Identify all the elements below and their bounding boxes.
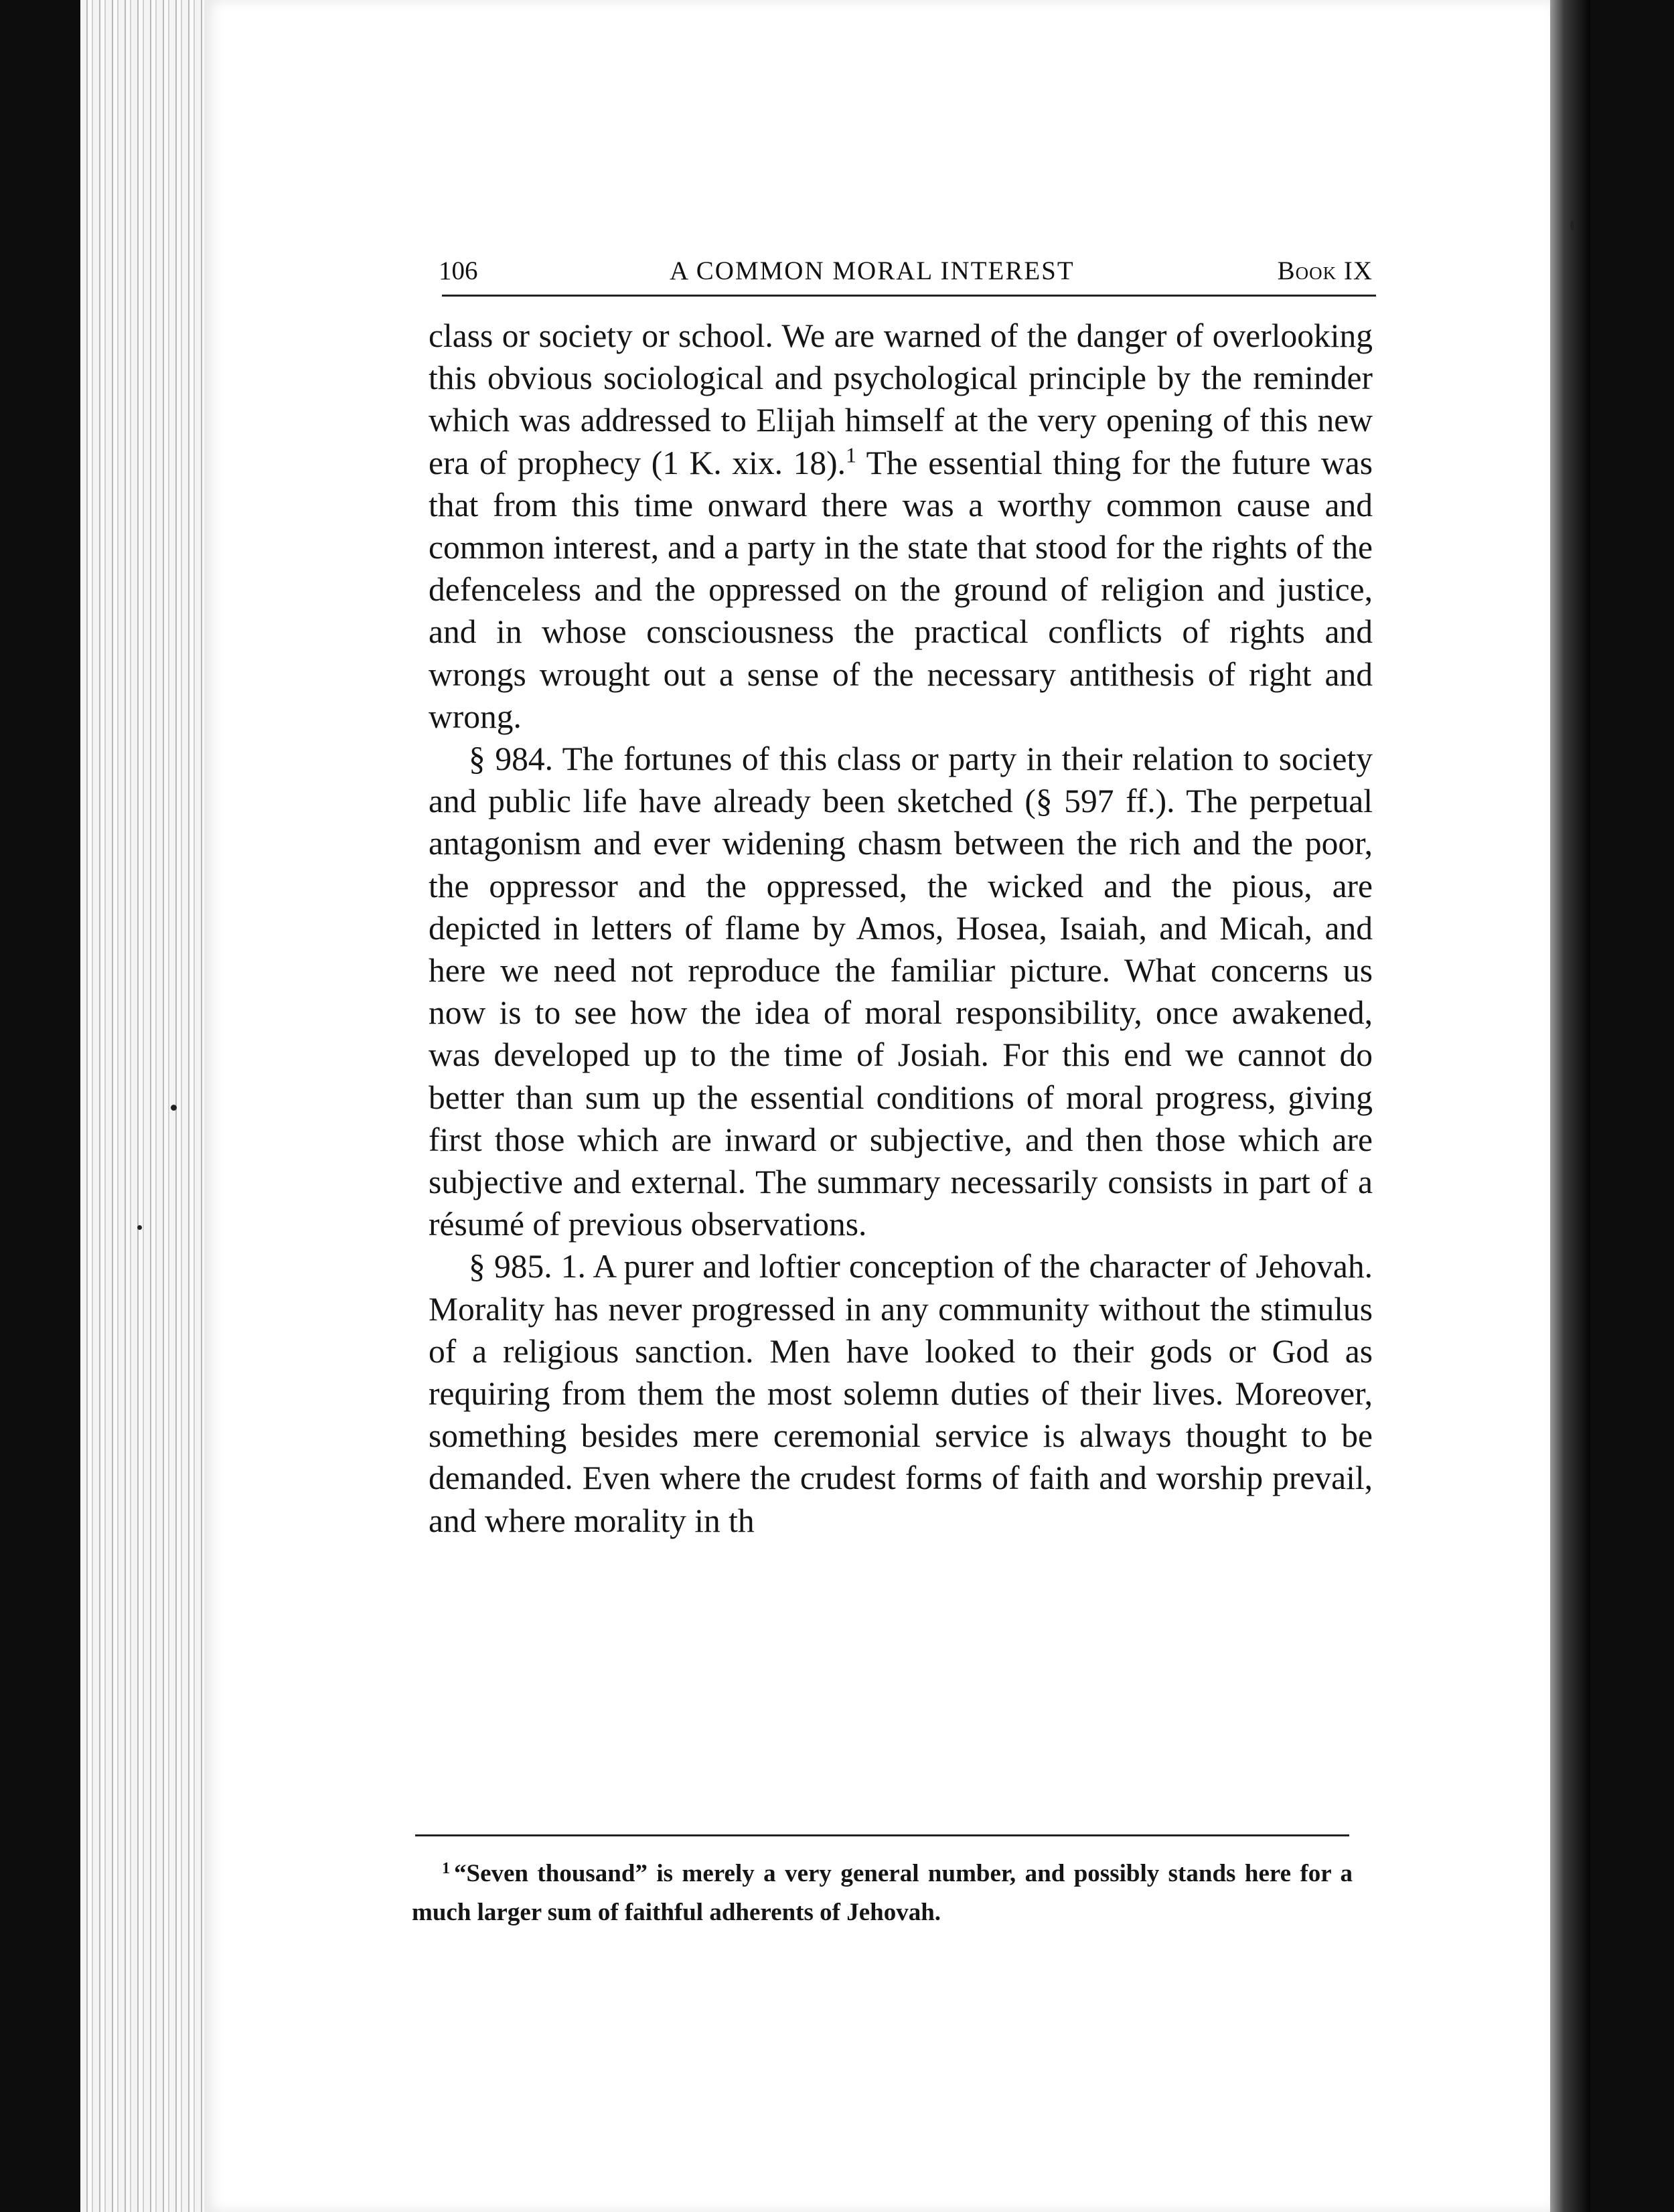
footnote: [412, 1854, 1353, 1932]
book-fold: [1550, 0, 1590, 2212]
paragraph-984: § 984. The fortunes of this class or party in their relation to society and public life have already been sketched (§ 597 ff.). The perpetual antagonism and ever widening chasm between the rich and the poor, the oppressor and the oppressed, the wicked and the pious, are depicted in letters of flame by Amos, Hosea, Isaiah, and Micah, and here we need not reproduce the familiar picture. What concerns us now is to see how the idea of moral responsibility, once awakened, was developed up to the time of Josiah. For this end we cannot do better than sum up the essential conditions of moral progress, giving first those which are inward or subjective, and then those which are subjective and external. The summary necessarily consists in part of a résumé of previous observations.: [429, 740, 1373, 1243]
paragraph-continued: [429, 315, 1373, 738]
footnote-reference: 1: [845, 443, 856, 467]
footnote-text: “Seven thousand” is merely a very general number, and possibly stands here for a much larger sum of faithful adherents of Jehovah.: [412, 1860, 1353, 1926]
header-rule: [442, 295, 1376, 297]
body-text: [429, 315, 1373, 1542]
footnote-rule: [415, 1834, 1349, 1836]
book-label: Book IX: [1277, 256, 1373, 285]
scan-speck: [171, 1105, 177, 1111]
running-title: A COMMON MORAL INTEREST: [670, 256, 1075, 285]
scan-speck: [137, 1225, 142, 1230]
paragraph-text: class or society or school. We are warned of the danger of overlooking this obvious sociological and psychological principle by the reminder which was addressed to Elijah himself at the very opening of this new era of prophecy (1 K. xix. 18).: [429, 317, 1373, 481]
paragraph-985: § 985. 1. A purer and loftier conception of the character of Jehovah. Morality has never progressed in any community without the stimulus of a religious sanction. Men have looked to their gods or God as requiring from them the most solemn duties of their lives. Moreover, something besides mere ceremonial service is always thought to be demanded. Even where the crudest forms of faith and worship prevail, and where morality in th: [429, 1248, 1373, 1539]
running-header: [439, 256, 1373, 289]
scan-speck: [1570, 221, 1574, 230]
page-edges: [80, 0, 208, 2212]
footnote-marker: 1: [442, 1860, 450, 1877]
paragraph-text-continued: The essential thing for the future was that from this time onward there was a worthy common cause and common interest, and a party in the state that stood for the rights of the defenceless and the oppressed on the ground of religion and justice, and in whose consciousness the practical conflicts of rights and wrongs wrought out a sense of the necessary antithesis of right and wrong.: [429, 444, 1373, 735]
page-number: 106: [439, 256, 478, 285]
